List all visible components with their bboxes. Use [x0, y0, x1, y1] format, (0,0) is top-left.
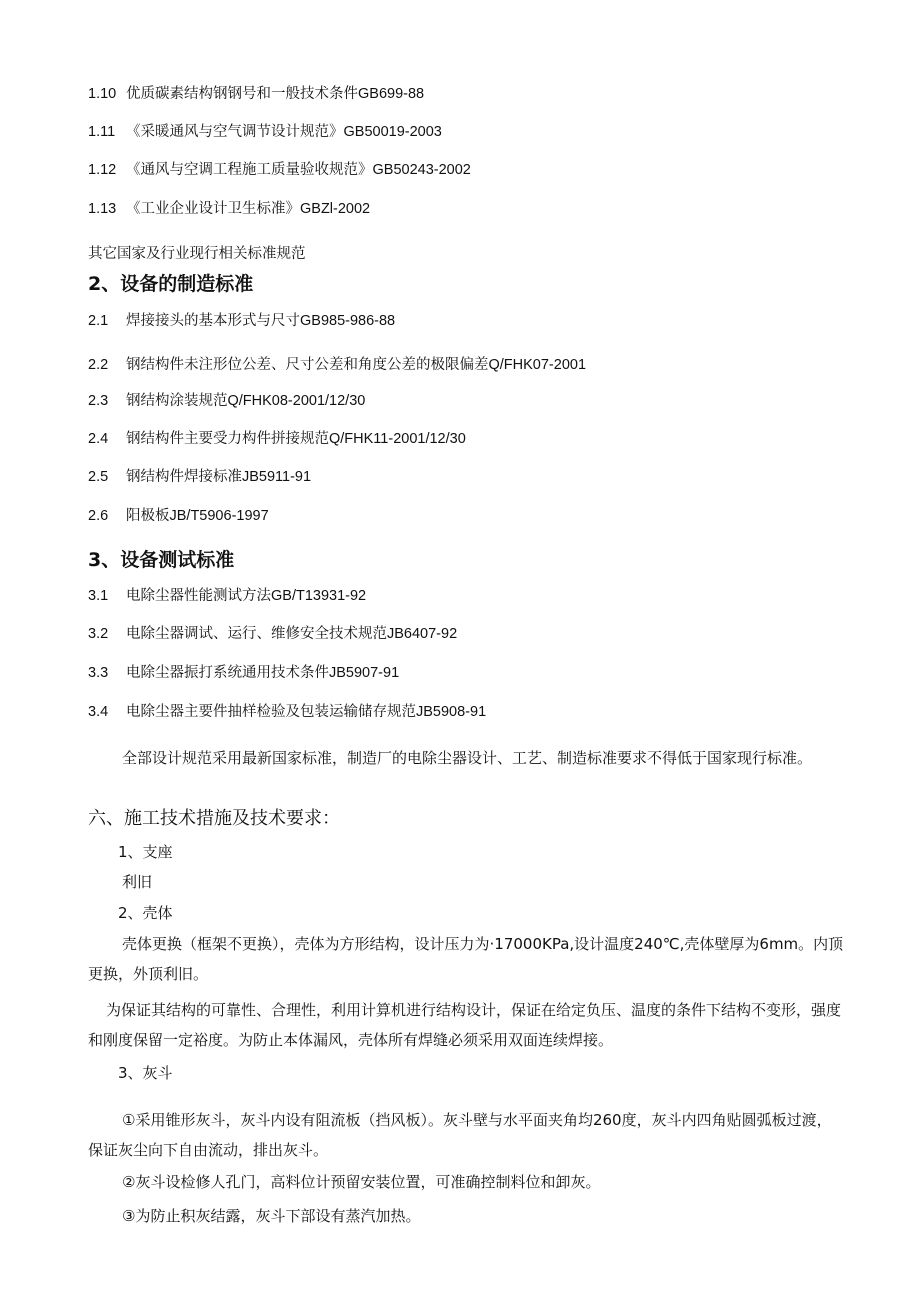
standard-line-3-4	[88, 702, 486, 722]
item-title: 钢结构件未注形位公差、尺寸公差和角度公差的极限偏差	[126, 357, 489, 373]
section-2-heading: 2、设备的制造标准	[88, 273, 254, 295]
standard-line-2-3	[88, 391, 365, 411]
item-code: JB5911-91	[242, 469, 312, 485]
standard-line-3-1	[88, 586, 366, 606]
standard-line-2-6	[88, 506, 269, 526]
other-standards: 其它国家及行业现行相关标准规范	[88, 246, 306, 262]
item-title: 优质碳素结构钢钢号和一般技术条件	[126, 86, 358, 102]
standard-line-1-10	[88, 84, 424, 104]
item-title: 钢结构涂装规范	[126, 393, 228, 409]
item-number: 1.10	[88, 86, 117, 102]
standard-line-3-2	[88, 624, 457, 644]
hopper-item-2: ②灰斗设检修人孔门，高料位计预留安装位置，可准确控制料位和卸灰。	[122, 1173, 601, 1191]
item-number: 2.2	[88, 357, 109, 373]
standard-line-1-13	[88, 199, 370, 219]
item-code: JB5907-91	[329, 665, 400, 681]
design-note: 全部设计规范采用最新国家标准，制造厂的电除尘器设计、工艺、制造标准要求不得低于国家现行标准。	[122, 749, 813, 767]
standard-line-1-11	[88, 122, 442, 142]
item-title: 钢结构件焊接标准	[126, 469, 242, 485]
item-code: JB/T5906-1997	[169, 508, 269, 524]
item-code: GBZl-2002	[300, 201, 371, 217]
item-number: 3.1	[88, 588, 109, 604]
item-title: 《采暖通风与空气调节设计规范》	[126, 124, 344, 140]
item-title: 电除尘器振打系统通用技术条件	[126, 665, 329, 681]
item-title: 电除尘器调试、运行、维修安全技术规范	[126, 626, 387, 642]
item-code: JB6407-92	[387, 626, 458, 642]
support-heading: 1、支座	[118, 843, 173, 861]
item-number: 2.1	[88, 313, 109, 329]
standard-line-1-12	[88, 160, 471, 180]
shell-heading: 2、壳体	[118, 904, 173, 922]
standard-line-3-3	[88, 663, 399, 683]
hopper-item-1: ①采用锥形灰斗，灰斗内设有阻流板（挡风板）。灰斗壁与水平面夹角均260度，灰斗内四角贴圆弧板过渡，保证灰尘向下自由流动，排出灰斗。	[88, 1111, 832, 1159]
item-number: 3.2	[88, 626, 109, 642]
shell-text: 壳体更换（框架不更换），壳体为方形结构，设计压力为·17000KPa,设计温度240℃,壳体壁厚为6mm。内顶更换，外顶利旧。	[88, 935, 844, 983]
item-title: 阳极板	[126, 508, 170, 524]
item-title: 焊接接头的基本形式与尺寸	[126, 313, 300, 329]
standard-line-2-2	[88, 355, 586, 375]
hopper-heading: 3、灰斗	[118, 1064, 173, 1082]
item-code: JB5908-91	[416, 704, 487, 720]
standard-line-2-1	[88, 311, 395, 331]
item-number: 2.3	[88, 393, 109, 409]
item-code: GB699-88	[358, 86, 425, 102]
item-code: GB50243-2002	[372, 162, 471, 178]
standard-line-2-4	[88, 429, 466, 449]
item-number: 2.4	[88, 431, 109, 447]
support-text: 利旧	[122, 873, 153, 891]
standard-line-2-5	[88, 467, 311, 487]
shell-text-2: 为保证其结构的可靠性、合理性，利用计算机进行结构设计，保证在给定负压、温度的条件下结构不变形，强度和刚度保留一定裕度。为防止本体漏风，壳体所有焊缝必须采用双面连续焊接。	[88, 1001, 842, 1049]
section-3-heading: 3、设备测试标准	[88, 549, 235, 571]
item-number: 2.6	[88, 508, 109, 524]
section-6-heading: 六、施工技术措施及技术要求：	[88, 808, 340, 829]
item-title: 电除尘器性能测试方法	[126, 588, 271, 604]
item-title: 电除尘器主要件抽样检验及包装运输储存规范	[126, 704, 416, 720]
item-number: 3.4	[88, 704, 109, 720]
item-title: 《工业企业设计卫生标准》	[126, 201, 300, 217]
item-code: Q/FHK08-2001/12/30	[227, 393, 366, 409]
item-code: Q/FHK07-2001	[488, 357, 587, 373]
item-code: GB/T13931-92	[271, 588, 367, 604]
item-number: 3.3	[88, 665, 109, 681]
item-code: GB985-986-88	[300, 313, 396, 329]
hopper-item-3: ③为防止积灰结露，灰斗下部设有蒸汽加热。	[122, 1207, 421, 1225]
item-number: 1.11	[88, 124, 116, 140]
item-code: GB50019-2003	[343, 124, 442, 140]
item-number: 2.5	[88, 469, 109, 485]
item-title: 《通风与空调工程施工质量验收规范》	[126, 162, 373, 178]
item-title: 钢结构件主要受力构件拼接规范	[126, 431, 329, 447]
item-code: Q/FHK11-2001/12/30	[329, 431, 466, 447]
item-number: 1.12	[88, 162, 117, 178]
item-number: 1.13	[88, 201, 117, 217]
